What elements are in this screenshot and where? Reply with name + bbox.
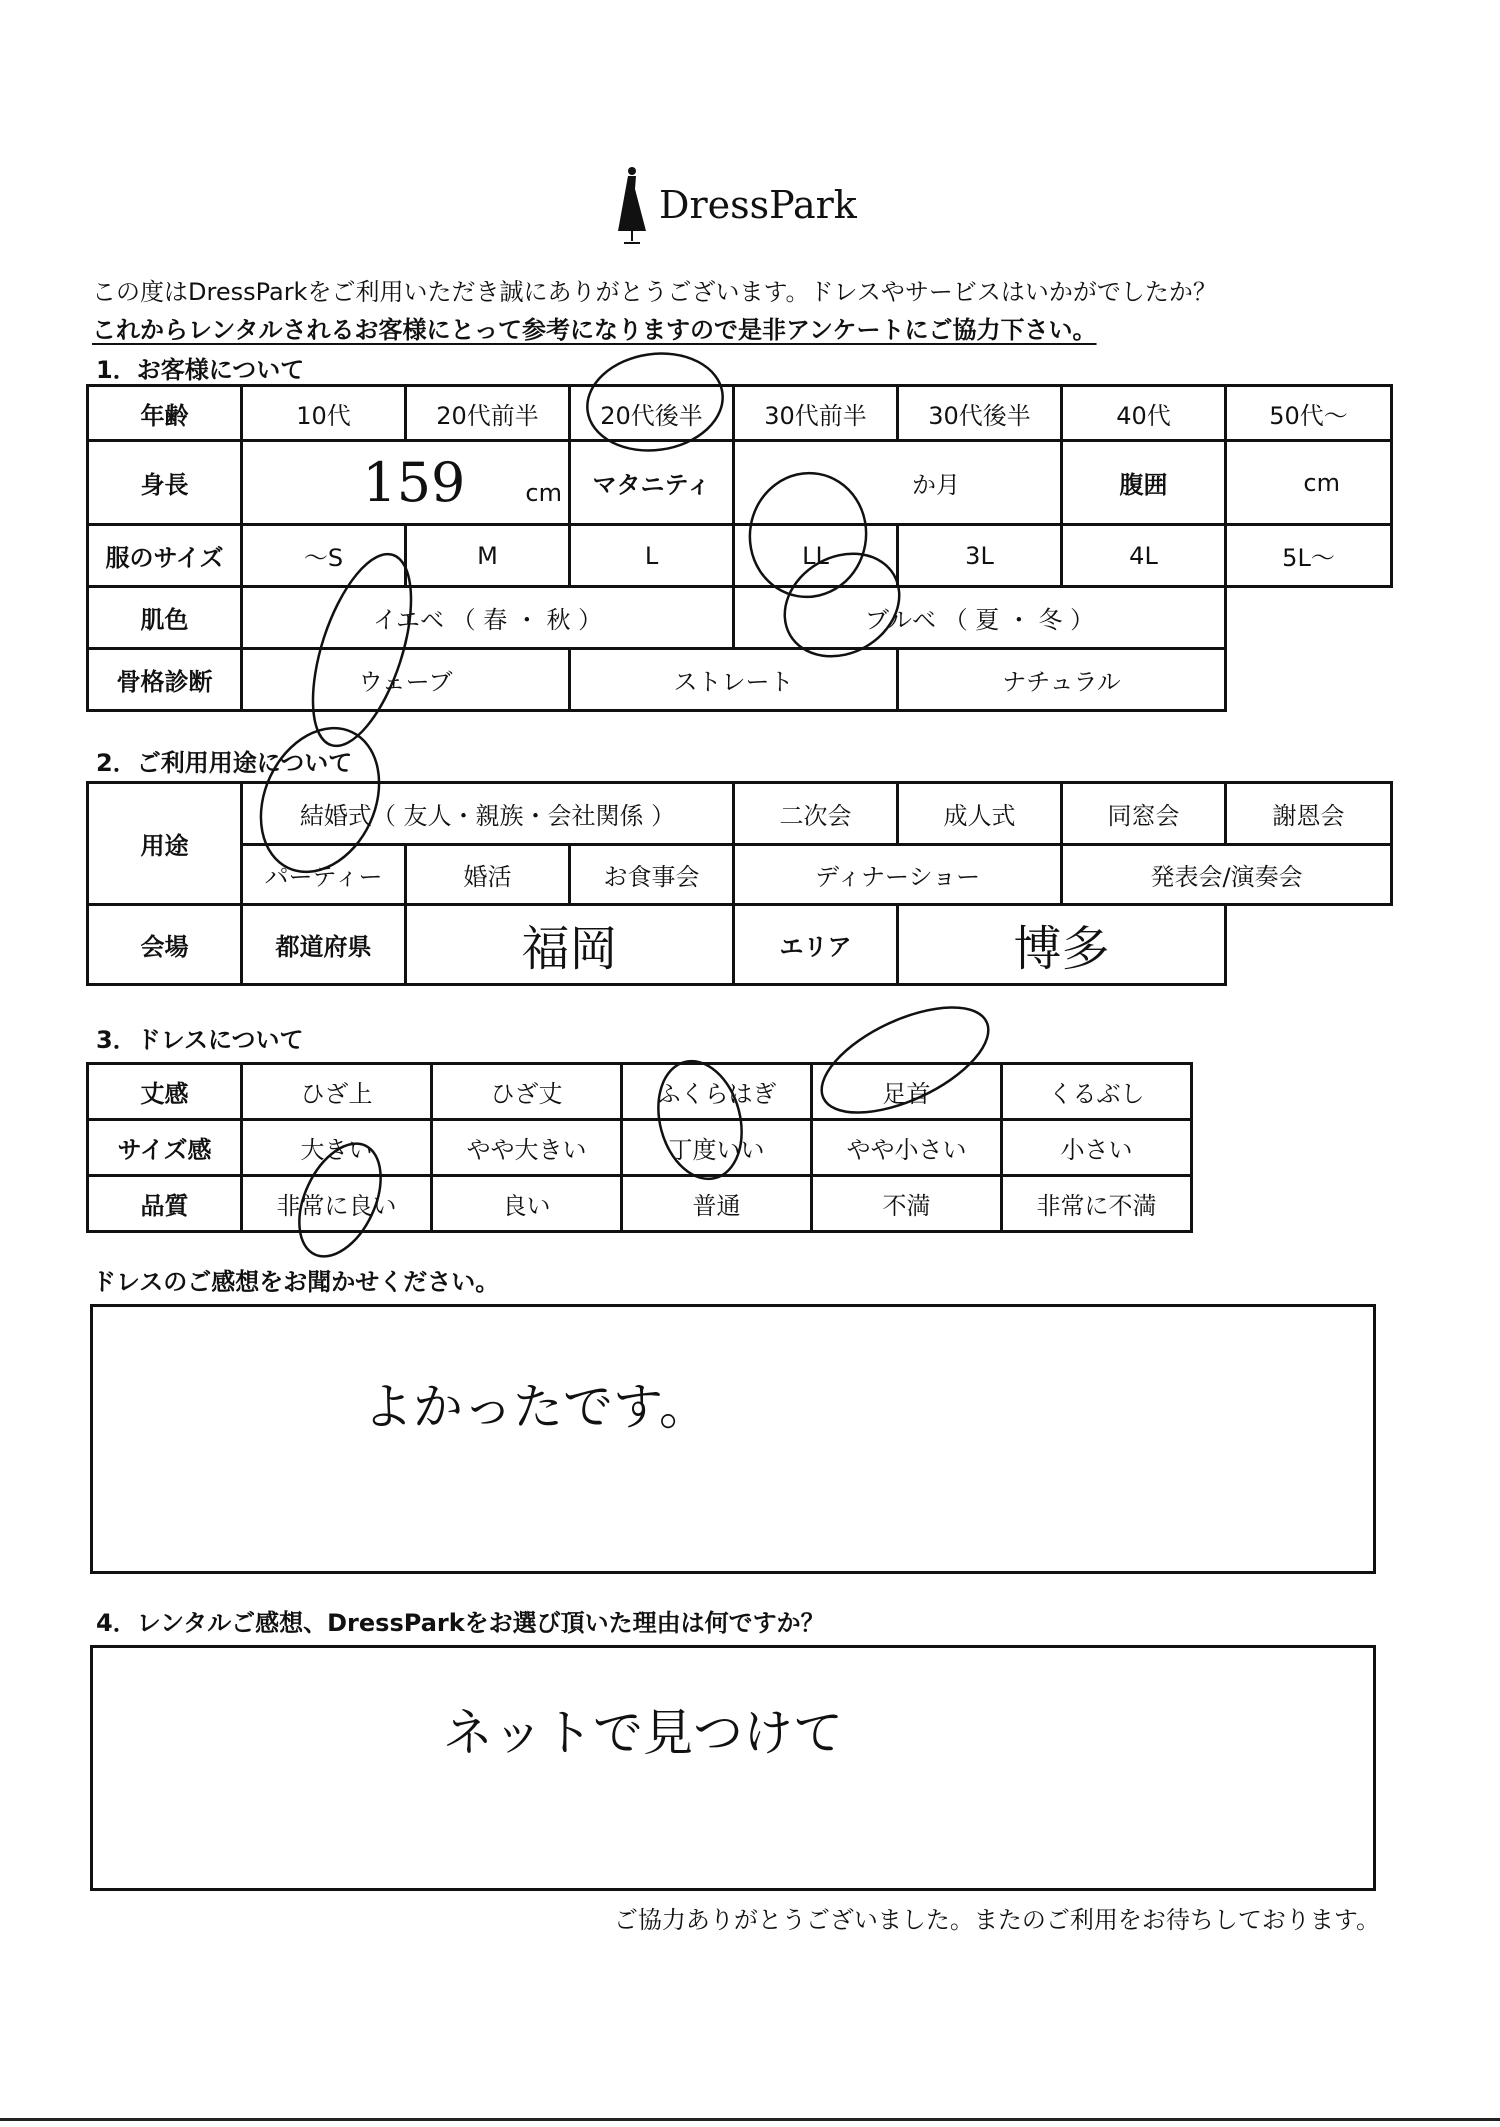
fit-option-selected[interactable]: 丁度いい [622,1120,812,1176]
length-option[interactable]: くるぶし [1002,1064,1192,1120]
size-option[interactable]: 5L～ [1226,525,1392,587]
prefecture-field[interactable] [406,905,734,985]
brand-name: DressPark [659,183,857,227]
section-4-title: 4．レンタルご感想、DressParkをお選び頂いた理由は何ですか？ [96,1609,825,1637]
intro-line-2: これからレンタルされるお客様にとって参考になりますので是非アンケートにご協力下さい。 [92,316,1097,344]
quality-option[interactable]: 非常に不満 [1002,1176,1192,1232]
quality-label: 品質 [88,1176,242,1232]
quality-option[interactable]: 普通 [622,1176,812,1232]
section-3-title: 3．ドレスについて [96,1026,304,1054]
fit-option[interactable]: やや小さい [812,1120,1002,1176]
area-value: 博多 [1013,921,1110,977]
purpose-option[interactable]: 婚活 [406,845,570,905]
waist-label: 腹囲 [1062,441,1226,525]
maternity-label: マタニティ [570,441,734,525]
purpose-option[interactable]: 発表会/演奏会 [1062,845,1392,905]
dress-comment-text: よかったです。 [363,1378,709,1436]
prefecture-value: 福岡 [521,921,618,977]
age-option[interactable]: 40代 [1062,386,1226,441]
skin-blue-option[interactable]: ブルベ （ 夏 ・ 冬 ） [734,587,1226,649]
size-label: 服のサイズ [88,525,242,587]
dress-comment-box[interactable] [90,1304,1376,1574]
fit-label: サイズ感 [88,1120,242,1176]
page-bottom-rule [0,2118,1500,2121]
size-option[interactable]: 3L [898,525,1062,587]
skeleton-option[interactable]: ストレート [570,649,898,711]
purpose-option-selected[interactable]: 結婚式（ 友人・親族・会社関係 ） [242,783,734,845]
dress-icon [615,165,649,245]
age-option[interactable]: 30代前半 [734,386,898,441]
length-option[interactable]: ひざ丈 [432,1064,622,1120]
purpose-option[interactable]: 謝恩会 [1226,783,1392,845]
section-1-title: 1．お客様について [96,356,305,384]
purpose-option[interactable]: パーティー [242,845,406,905]
height-unit: cm [525,479,562,507]
skeleton-label: 骨格診断 [88,649,242,711]
size-option[interactable]: ～S [242,525,406,587]
age-option[interactable]: 30代後半 [898,386,1062,441]
skin-yellow-option[interactable]: イエベ （ 春 ・ 秋 ） [242,587,734,649]
area-label: エリア [734,905,898,985]
brand-logo [615,160,857,250]
purpose-option[interactable]: 二次会 [734,783,898,845]
section-2-title: 2．ご利用用途について [96,749,353,777]
waist-field[interactable] [1226,441,1392,525]
venue-label: 会場 [88,905,242,985]
length-label: 丈感 [88,1064,242,1120]
customer-table [86,384,1393,712]
size-option[interactable]: M [406,525,570,587]
skin-label: 肌色 [88,587,242,649]
dress-table [86,1062,1193,1233]
quality-option[interactable]: 不満 [812,1176,1002,1232]
quality-option-selected[interactable]: 非常に良い [242,1176,432,1232]
size-option-selected[interactable]: LL [734,525,898,587]
rental-comment-text: ネットで見つけて [443,1704,843,1762]
size-option[interactable]: 4L [1062,525,1226,587]
height-value: 159 [362,451,466,514]
closing-message: ご協力ありがとうございました。またのご利用をお待ちしております。 [613,1906,1380,1934]
size-option[interactable]: L [570,525,734,587]
age-option-selected[interactable]: 20代後半 [570,386,734,441]
age-option[interactable]: 50代～ [1226,386,1392,441]
purpose-option[interactable]: お食事会 [570,845,734,905]
fit-option[interactable]: 小さい [1002,1120,1192,1176]
length-option-selected[interactable]: 足首 [812,1064,1002,1120]
purpose-label: 用途 [88,783,242,905]
prefecture-label: 都道府県 [242,905,406,985]
age-option[interactable]: 10代 [242,386,406,441]
waist-unit: cm [1303,468,1340,497]
age-label: 年齢 [88,386,242,441]
skeleton-option[interactable]: ナチュラル [898,649,1226,711]
maternity-months-field[interactable] [734,441,1062,525]
purpose-option[interactable]: ディナーショー [734,845,1062,905]
dress-comment-label: ドレスのご感想をお聞かせください。 [92,1268,500,1296]
intro-line-1: この度はDressParkをご利用いただき誠にありがとうございます。ドレスやサービスはいかがでしたか？ [92,278,1217,306]
skeleton-option-selected[interactable]: ウェーブ [242,649,570,711]
purpose-option[interactable]: 成人式 [898,783,1062,845]
usage-table [86,781,1393,986]
area-field[interactable] [898,905,1226,985]
months-unit: か月 [912,471,960,499]
quality-option[interactable]: 良い [432,1176,622,1232]
length-option[interactable]: ふくらはぎ [622,1064,812,1120]
age-option[interactable]: 20代前半 [406,386,570,441]
height-field[interactable] [242,441,570,525]
height-label: 身長 [88,441,242,525]
fit-option[interactable]: 大きい [242,1120,432,1176]
purpose-option[interactable]: 同窓会 [1062,783,1226,845]
fit-option[interactable]: やや大きい [432,1120,622,1176]
rental-comment-box[interactable] [90,1645,1376,1891]
length-option[interactable]: ひざ上 [242,1064,432,1120]
